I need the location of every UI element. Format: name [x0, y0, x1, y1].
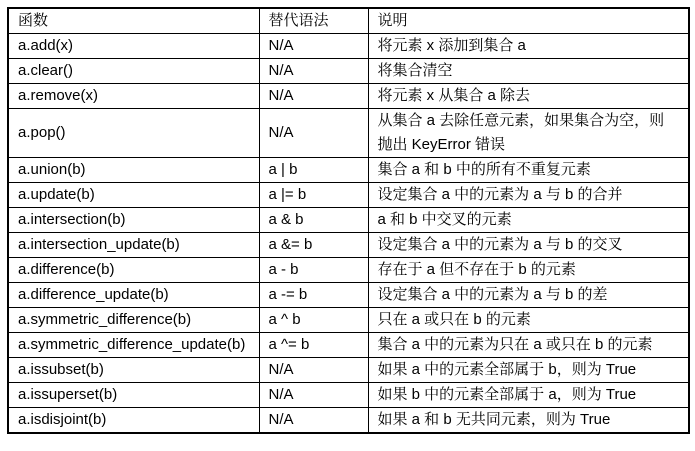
table-row: [8, 59, 689, 84]
cell-alt-syntax: a | b: [259, 158, 368, 183]
cell-alt-syntax: a - b: [259, 258, 368, 283]
table-row: [8, 84, 689, 109]
cell-function: a.intersection(b): [8, 208, 259, 233]
cell-alt-syntax: N/A: [259, 84, 368, 109]
cell-alt-syntax: a |= b: [259, 183, 368, 208]
cell-description: 如果 a 和 b 无共同元素，则为 True: [368, 408, 689, 434]
cell-function: a.symmetric_difference(b): [8, 308, 259, 333]
table-row: [8, 183, 689, 208]
table-row: [8, 358, 689, 383]
table-row: [8, 408, 689, 434]
cell-description: 设定集合 a 中的元素为 a 与 b 的合并: [368, 183, 689, 208]
cell-description: a 和 b 中交叉的元素: [368, 208, 689, 233]
cell-alt-syntax: N/A: [259, 59, 368, 84]
cell-alt-syntax: a &= b: [259, 233, 368, 258]
cell-function: a.difference(b): [8, 258, 259, 283]
cell-description: 设定集合 a 中的元素为 a 与 b 的交叉: [368, 233, 689, 258]
column-header-alt-syntax: 替代语法: [259, 8, 368, 34]
column-header-function: 函数: [8, 8, 259, 34]
cell-function: a.issuperset(b): [8, 383, 259, 408]
table-row: [8, 34, 689, 59]
cell-alt-syntax: a ^ b: [259, 308, 368, 333]
cell-function: a.difference_update(b): [8, 283, 259, 308]
cell-alt-syntax: N/A: [259, 383, 368, 408]
cell-function: a.update(b): [8, 183, 259, 208]
cell-function: a.isdisjoint(b): [8, 408, 259, 434]
cell-function: a.intersection_update(b): [8, 233, 259, 258]
table-row: [8, 109, 689, 158]
cell-function: a.add(x): [8, 34, 259, 59]
table-row: [8, 258, 689, 283]
column-header-description: 说明: [368, 8, 689, 34]
table-row: [8, 233, 689, 258]
cell-alt-syntax: a ^= b: [259, 333, 368, 358]
table-row: [8, 158, 689, 183]
table-row: [8, 308, 689, 333]
cell-description: 将元素 x 添加到集合 a: [368, 34, 689, 59]
cell-function: a.union(b): [8, 158, 259, 183]
cell-function: a.clear(): [8, 59, 259, 84]
cell-description: 设定集合 a 中的元素为 a 与 b 的差: [368, 283, 689, 308]
table-row: [8, 333, 689, 358]
header-row: [8, 8, 689, 34]
cell-description: 存在于 a 但不存在于 b 的元素: [368, 258, 689, 283]
set-operations-table: [7, 7, 690, 434]
cell-description: 如果 b 中的元素全部属于 a，则为 True: [368, 383, 689, 408]
cell-function: a.pop(): [8, 109, 259, 158]
cell-description: 只在 a 或只在 b 的元素: [368, 308, 689, 333]
cell-description: 将集合清空: [368, 59, 689, 84]
cell-alt-syntax: N/A: [259, 408, 368, 434]
cell-function: a.issubset(b): [8, 358, 259, 383]
table-row: [8, 208, 689, 233]
cell-alt-syntax: N/A: [259, 358, 368, 383]
cell-description: 集合 a 和 b 中的所有不重复元素: [368, 158, 689, 183]
cell-function: a.symmetric_difference_update(b): [8, 333, 259, 358]
cell-alt-syntax: N/A: [259, 34, 368, 59]
cell-function: a.remove(x): [8, 84, 259, 109]
table-row: [8, 383, 689, 408]
table-body: [8, 34, 689, 434]
cell-alt-syntax: N/A: [259, 109, 368, 158]
cell-description: 如果 a 中的元素全部属于 b，则为 True: [368, 358, 689, 383]
cell-alt-syntax: a & b: [259, 208, 368, 233]
cell-description: 将元素 x 从集合 a 除去: [368, 84, 689, 109]
cell-description: 从集合 a 去除任意元素，如果集合为空，则抛出 KeyError 错误: [368, 109, 689, 158]
cell-description: 集合 a 中的元素为只在 a 或只在 b 的元素: [368, 333, 689, 358]
table-row: [8, 283, 689, 308]
cell-alt-syntax: a -= b: [259, 283, 368, 308]
